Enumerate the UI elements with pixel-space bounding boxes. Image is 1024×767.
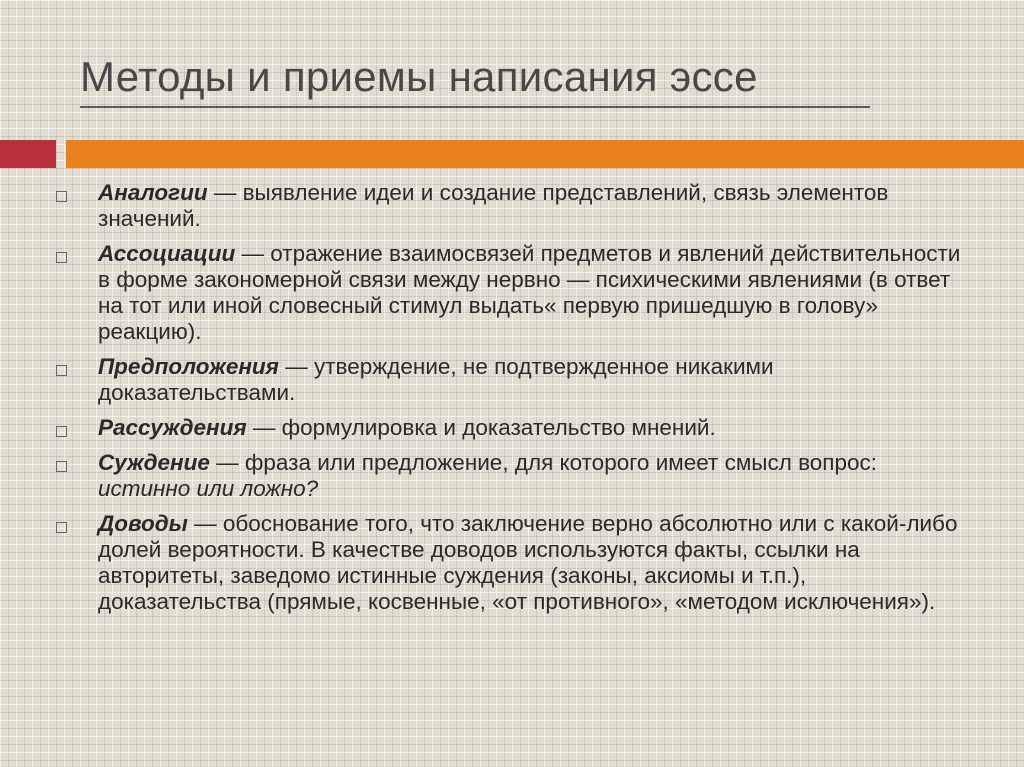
bullet-list bbox=[54, 180, 974, 624]
list-item-arguments bbox=[54, 511, 974, 615]
item-term: Предположения bbox=[98, 354, 279, 379]
item-text: — обоснование того, что заключение верно абсолютно или с какой-либо долей вероятности. В качестве доводов используются факты, ссылки на авторитеты, заведомо истинные суждения (законы, аксиомы и т.п.), доказательства (прямые, косвенные, «от противного», «методом исключения»). bbox=[98, 511, 958, 614]
item-text: — фраза или предложение, для которого имеет смысл вопрос: bbox=[209, 450, 878, 475]
square-bullet-icon bbox=[56, 461, 67, 472]
item-term: Рассуждения bbox=[98, 415, 247, 440]
item-term: Доводы bbox=[98, 511, 188, 536]
slide-title: Методы и приемы написания эссе bbox=[80, 53, 758, 100]
list-item-reasoning bbox=[54, 415, 974, 441]
accent-bar-orange bbox=[66, 140, 1024, 168]
square-bullet-icon bbox=[56, 252, 67, 263]
item-text: — формулировка и доказательство мнений. bbox=[246, 415, 716, 440]
list-item-assumptions bbox=[54, 354, 974, 406]
list-item-analogies bbox=[54, 180, 974, 232]
list-item-associations bbox=[54, 241, 974, 345]
square-bullet-icon bbox=[56, 191, 67, 202]
list-item-judgement bbox=[54, 450, 974, 502]
item-emphasis: истинно или ложно? bbox=[98, 476, 319, 501]
item-text: — утверждение, не подтвержденное никакими доказательствами. bbox=[98, 354, 774, 405]
item-term: Аналогии bbox=[98, 180, 208, 205]
square-bullet-icon bbox=[56, 365, 67, 376]
item-term: Суждение bbox=[98, 450, 210, 475]
title-underline bbox=[80, 106, 870, 108]
item-text: — выявление идеи и создание представлений, связь элементов значений. bbox=[98, 180, 889, 231]
square-bullet-icon bbox=[56, 522, 67, 533]
square-bullet-icon bbox=[56, 426, 67, 437]
item-term: Ассоциации bbox=[98, 241, 236, 266]
item-text: — отражение взаимосвязей предметов и явлений действительности в форме закономерной связи между нервно — психическими явлениями (в ответ на тот или иной словесный стимул выдать« первую пришедшую в голову» реакцию). bbox=[98, 241, 961, 344]
accent-bar-red bbox=[0, 140, 56, 168]
